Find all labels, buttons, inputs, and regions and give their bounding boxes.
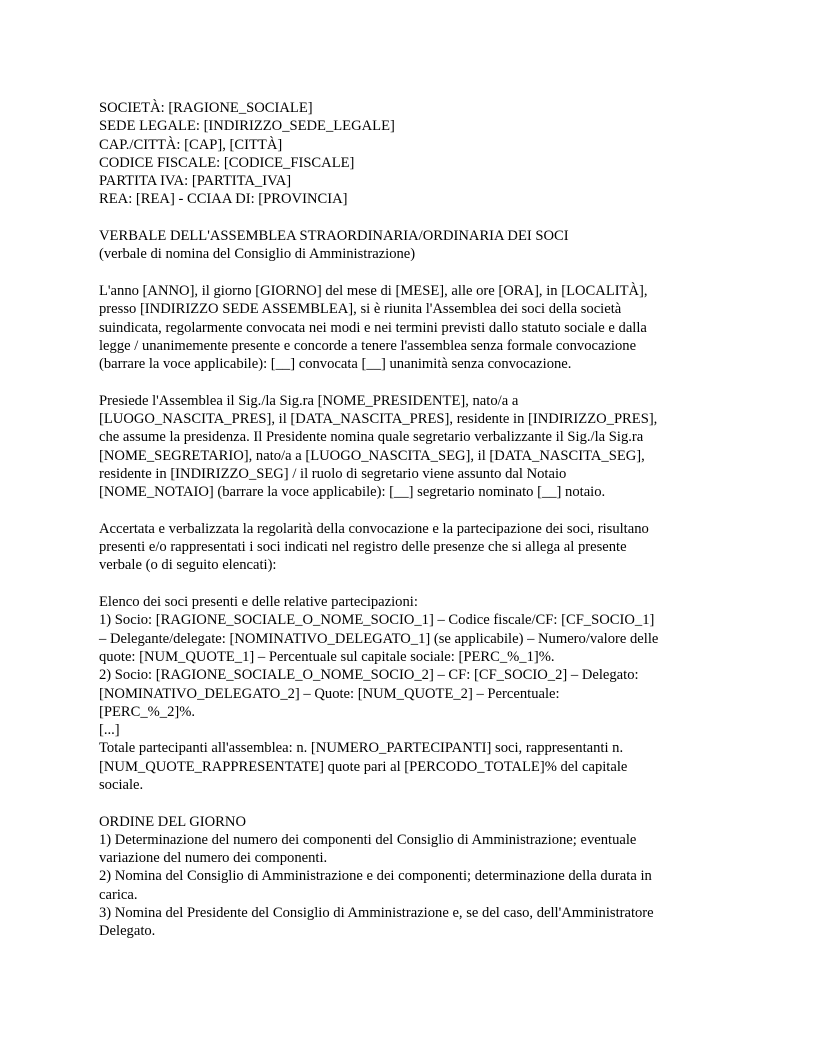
minutes-title: VERBALE DELL'ASSEMBLEA STRAORDINARIA/ORDINARIA DEI SOCI — [99, 228, 569, 245]
text-line: [LUOGO_NASCITA_PRES], il [DATA_NASCITA_PRES], residente in [INDIRIZZO_PRES], — [99, 411, 658, 428]
agenda-section — [99, 813, 719, 941]
minutes-title-block — [99, 227, 719, 264]
list-item: [...] — [99, 722, 120, 739]
list-item: 1) Socio: [RAGIONE_SOCIALE_O_NOME_SOCIO_1] – Codice fiscale/CF: [CF_SOCIO_1] — [99, 612, 655, 629]
text-line: [NOME_NOTAIO] (barrare la voce applicabile): [__] segretario nominato [__] notaio. — [99, 484, 606, 501]
presidency-paragraph — [99, 392, 719, 502]
minutes-subtitle: (verbale di nomina del Consiglio di Amministrazione) — [99, 246, 416, 263]
verification-paragraph — [99, 520, 719, 575]
list-item: [NOMINATIVO_DELEGATO_2] – Quote: [NUM_QUOTE_2] – Percentuale: — [99, 685, 560, 702]
company-header — [99, 99, 719, 209]
list-item: – Delegante/delegate: [NOMINATIVO_DELEGATO_1] (se applicabile) – Numero/valore delle — [99, 630, 659, 647]
agenda-item: 1) Determinazione del numero dei componenti del Consiglio di Amministrazione; eventuale — [99, 831, 637, 848]
agenda-item: carica. — [99, 886, 138, 903]
text-line: residente in [INDIRIZZO_SEG] / il ruolo di segretario viene assunto dal Notaio — [99, 465, 567, 482]
text-line: verbale (o di seguito elencati): — [99, 557, 277, 574]
paragraph-gap — [99, 209, 719, 227]
vat-number-line: PARTITA IVA: [PARTITA_IVA] — [99, 173, 292, 190]
paragraph-gap — [99, 502, 719, 520]
agenda-item: 3) Nomina del Presidente del Consiglio di Amministrazione e, se del caso, dell'Amministratore — [99, 905, 654, 922]
agenda-item: 2) Nomina del Consiglio di Amministrazione e dei componenti; determinazione della durata in — [99, 868, 652, 885]
text-line: legge / unanimemente presente e concorde a tenere l'assemblea senza formale convocazione — [99, 337, 637, 354]
opening-paragraph — [99, 282, 719, 373]
members-list — [99, 593, 719, 794]
text-line: presso [INDIRIZZO SEDE ASSEMBLEA], si è riunita l'Assemblea dei soci della società — [99, 301, 622, 318]
paragraph-gap — [99, 264, 719, 282]
members-total: [NUM_QUOTE_RAPPRESENTATE] quote pari al [PERCODO_TOTALE]% del capitale — [99, 758, 628, 775]
list-item: quote: [NUM_QUOTE_1] – Percentuale sul capitale sociale: [PERC_%_1]%. — [99, 648, 555, 665]
document-body — [99, 99, 719, 941]
postal-code-city-line: CAP./CITTÀ: [CAP], [CITTÀ] — [99, 136, 283, 153]
agenda-heading: ORDINE DEL GIORNO — [99, 813, 246, 830]
registered-office-line: SEDE LEGALE: [INDIRIZZO_SEDE_LEGALE] — [99, 118, 395, 135]
text-line: Presiede l'Assemblea il Sig./la Sig.ra [NOME_PRESIDENTE], nato/a a — [99, 392, 519, 409]
text-line: suindicata, regolarmente convocata nei modi e nei termini previsti dallo statuto sociale e dalla — [99, 319, 647, 336]
text-line: [NOME_SEGRETARIO], nato/a a [LUOGO_NASCITA_SEG], il [DATA_NASCITA_SEG], — [99, 447, 645, 464]
agenda-item: variazione del numero dei componenti. — [99, 850, 328, 867]
members-list-heading: Elenco dei soci presenti e delle relative partecipazioni: — [99, 594, 418, 611]
paragraph-gap — [99, 575, 719, 593]
members-total: sociale. — [99, 776, 144, 793]
members-total: Totale partecipanti all'assemblea: n. [NUMERO_PARTECIPANTI] soci, rappresentanti n. — [99, 740, 624, 757]
rea-line: REA: [REA] - CCIAA DI: [PROVINCIA] — [99, 191, 348, 208]
text-line: che assume la presidenza. Il Presidente nomina quale segretario verbalizzante il Sig./la Sig.ra — [99, 429, 644, 446]
paragraph-gap — [99, 373, 719, 391]
list-item: [PERC_%_2]%. — [99, 703, 196, 720]
list-item: 2) Socio: [RAGIONE_SOCIALE_O_NOME_SOCIO_2] – CF: [CF_SOCIO_2] – Delegato: — [99, 667, 639, 684]
text-line: presenti e/o rappresentati i soci indicati nel registro delle presenze che si allega al presente — [99, 539, 627, 556]
company-name-line: SOCIETÀ: [RAGIONE_SOCIALE] — [99, 100, 313, 116]
paragraph-gap — [99, 794, 719, 812]
tax-code-line: CODICE FISCALE: [CODICE_FISCALE] — [99, 154, 355, 171]
text-line: (barrare la voce applicabile): [__] convocata [__] unanimità senza convocazione. — [99, 356, 572, 373]
agenda-item: Delegato. — [99, 923, 156, 940]
text-line: Accertata e verbalizzata la regolarità della convocazione e la partecipazione dei soci, risultano — [99, 520, 649, 537]
text-line: L'anno [ANNO], il giorno [GIORNO] del mese di [MESE], alle ore [ORA], in [LOCALITÀ], — [99, 282, 648, 299]
